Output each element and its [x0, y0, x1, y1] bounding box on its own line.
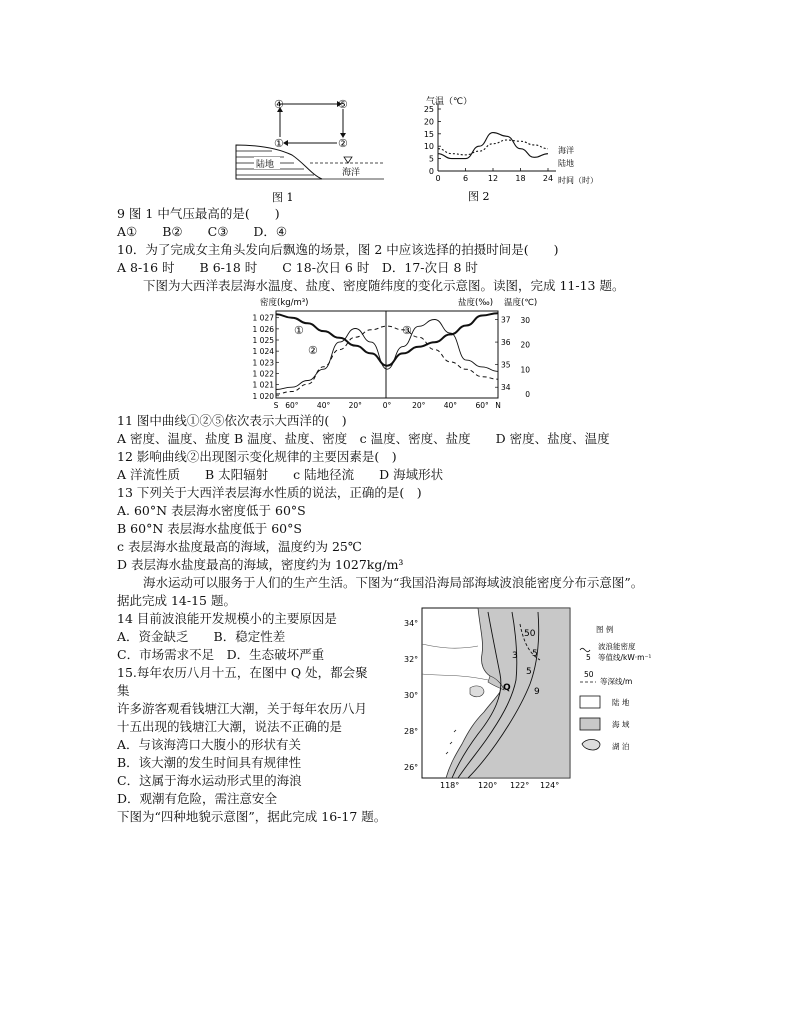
temperature-tick-label: 0 — [525, 390, 530, 399]
salinity-axis-label: 盐度(‰) — [458, 298, 494, 308]
lon-tick-120: 120° — [478, 781, 498, 790]
density-tick-label: 1 020 — [252, 391, 274, 401]
lat-tick-32: 32° — [404, 655, 419, 664]
latitude-tick-label: 40° — [316, 401, 331, 410]
curve-label-1: ① — [294, 324, 304, 337]
latitude-tick-label: 60° — [475, 401, 489, 410]
lat-tick-34: 34° — [404, 619, 419, 628]
q13-option-a: A. 60°N 表层海水密度低于 60°S — [117, 503, 306, 518]
intro-16-17: 下图为“四种地貌示意图”，据此完成 16-17 题。 — [117, 809, 387, 824]
density-tick-label: 1 022 — [252, 369, 274, 379]
curve-label-2: ② — [308, 344, 318, 357]
intro-14-15-a: 海水运动可以服务于人们的生产生活。下图为“我国沿海局部海域波浪能密度分布示意图”。 — [143, 575, 644, 590]
legend-title: 图 例 — [596, 625, 614, 634]
q10-options: A 8-16 时 B 6-18 时 C 18-次日 6 时 D．17-次日 8 时 — [117, 260, 478, 275]
lon-tick-124: 124° — [540, 781, 560, 790]
density-axis-label: 密度(kg/m³) — [260, 298, 309, 308]
figure-1-diagram — [232, 95, 392, 207]
legend-sample-50: 50 — [584, 670, 594, 679]
iso-label-3: 3 — [512, 651, 518, 661]
legend-land: 陆 地 — [612, 698, 630, 707]
figure-1-caption: 图 1 — [272, 191, 294, 204]
salinity-tick-label: 37 — [501, 315, 511, 325]
q12-options: A 洋流性质 B 太阳辐射 c 陆地径流 D 海域形状 — [117, 467, 444, 482]
latitude-tick-label: 20° — [348, 401, 362, 410]
intro-14-15-b: 据此完成 14-15 题。 — [117, 593, 236, 608]
fig2-xtick-label: 24 — [542, 174, 554, 183]
circle-2: ② — [338, 137, 348, 150]
legend-land-swatch — [580, 696, 600, 708]
latitude-tick-label: 60° — [285, 401, 299, 410]
fig2-xlabel: 时间（时） — [558, 176, 598, 185]
temperature-tick-label: 30 — [520, 315, 530, 325]
curve-label-3: ③ — [402, 324, 412, 337]
lat-tick-26: 26° — [404, 763, 419, 772]
intro-11-13: 下图为大西洋表层海水温度、盐度、密度随纬度的变化示意图。读图，完成 11-13 题。 — [143, 278, 625, 293]
q15-option-d: D．观潮有危险，需注意安全 — [117, 791, 278, 806]
temperature-tick-label: 10 — [520, 365, 530, 375]
q9-options: A① B② C③ D．④ — [117, 224, 288, 239]
atlantic-series-line — [276, 313, 498, 366]
q14-options-cd: C．市场需求不足 D．生态破坏严重 — [117, 647, 325, 662]
latitude-tick-label: 0° — [382, 401, 392, 410]
fig2-series-ocean: 海洋 — [558, 146, 574, 155]
lon-tick-122: 122° — [510, 781, 530, 790]
land-label: 陆地 — [256, 160, 275, 170]
q15-option-b: B．该大潮的发生时间具有规律性 — [117, 755, 302, 770]
latitude-tick-label: 40° — [443, 401, 458, 410]
fig2-xtick-label: 6 — [462, 174, 469, 183]
fig2-xtick-label: 18 — [515, 174, 526, 183]
fig2-axes — [424, 103, 556, 183]
legend-lake-swatch — [582, 740, 600, 751]
fig2-series-land: 陆地 — [558, 159, 574, 168]
lat-tick-28: 28° — [404, 727, 419, 736]
fig2-ytick-label: 25 — [423, 105, 434, 114]
latitude-tick-label: S — [273, 401, 279, 410]
legend-wave: 波浪能密度 — [598, 642, 636, 651]
legend-lake: 湖 泊 — [612, 742, 630, 751]
fig2-ytick-label: 0 — [428, 167, 434, 176]
circle-4: ④ — [274, 98, 284, 111]
q14-text: 14 目前波浪能开发规模小的主要原因是 — [117, 611, 337, 626]
density-tick-label: 1 025 — [252, 336, 274, 345]
fig2-xtick-label: 0 — [435, 174, 441, 183]
q11-text: 11 图中曲线①②⑤依次表示大西洋的( ) — [117, 413, 347, 428]
fig2-ytick-label: 5 — [428, 154, 434, 164]
q13-option-c: c 表层海水盐度最高的海域，温度约为 25℃ — [117, 539, 362, 554]
latitude-tick-label: 20° — [412, 401, 426, 410]
q13-option-b: B 60°N 表层海水盐度低于 60°S — [117, 521, 302, 536]
fig2-series-line — [438, 140, 548, 155]
iso-label-5b: 5 — [532, 649, 538, 659]
q15-option-a: A．与该海湾口大腹小的形状有关 — [117, 737, 302, 752]
wave-energy-map — [400, 604, 715, 794]
iso-label-5a: 5 — [526, 667, 532, 677]
fig2-ytick-label: 10 — [423, 142, 434, 152]
figure-2-chart — [408, 92, 608, 207]
density-tick-label: 1 024 — [252, 347, 274, 357]
legend-depth: 等深线/m — [600, 677, 633, 686]
atlantic-property-chart — [240, 294, 570, 414]
lon-tick-118: 118° — [440, 781, 460, 790]
q15-text-2: 集 — [117, 683, 130, 698]
temperature-tick-label: 20 — [520, 340, 530, 350]
q9-text: 9 图 1 中气压最高的是( ) — [117, 206, 280, 221]
q15-text-1: 15.每年农历八月十五，在图中 Q 处，都会聚 — [117, 665, 368, 680]
fig2-series-line — [438, 133, 548, 159]
map-legend — [580, 624, 651, 751]
salinity-tick-label: 36 — [501, 338, 511, 348]
latitude-tick-label: N — [495, 401, 501, 410]
fig2-ytick-label: 15 — [423, 129, 434, 139]
circle-1: ① — [274, 137, 284, 150]
iso-label-9: 9 — [534, 687, 540, 697]
ocean-label: 海洋 — [342, 168, 361, 178]
legend-sea-swatch — [580, 718, 600, 730]
q15-text-4: 十五出现的钱塘江大潮，说法不正确的是 — [117, 719, 343, 734]
fig2-xtick-label: 12 — [487, 174, 499, 183]
circle-5: ⑤ — [338, 98, 348, 111]
q10-text: 10．为了完成女主角头发向后飘逸的场景，图 2 中应该选择的拍摄时间是( ) — [117, 242, 559, 257]
q15-option-c: C．这属于海水运动形式里的海浪 — [117, 773, 302, 788]
legend-wave-unit: 等值线/kW·m⁻¹ — [598, 653, 652, 662]
lake — [470, 686, 484, 697]
iso-label-50: 50 — [524, 629, 536, 639]
q13-text: 13 下列关于大西洋表层海水性质的说法，正确的是( ) — [117, 485, 422, 500]
fig2-ytick-label: 20 — [423, 117, 434, 127]
salinity-tick-label: 35 — [501, 360, 511, 370]
density-tick-label: 1 027 — [252, 313, 274, 323]
temperature-axis-label: 温度(℃) — [504, 298, 538, 308]
q14-options-ab: A．资金缺乏 B．稳定性差 — [117, 629, 286, 644]
density-tick-label: 1 021 — [252, 380, 274, 390]
q11-options: A 密度、温度、盐度 B 温度、盐度、密度 c 温度、密度、盐度 D 密度、盐度、温度 — [117, 431, 610, 446]
legend-sample-5: 5 — [586, 653, 591, 662]
location-q: Q — [503, 683, 511, 693]
density-tick-label: 1 026 — [252, 324, 274, 334]
density-tick-label: 1 023 — [252, 358, 274, 368]
legend-sea: 海 域 — [612, 720, 630, 729]
fig2-ylabel: 气温（℃） — [426, 97, 473, 107]
q15-text-3: 许多游客观看钱塘江大潮，关于每年农历八月 — [117, 701, 368, 716]
q12-text: 12 影响曲线②出现图示变化规律的主要因素是( ) — [117, 449, 397, 464]
figure-2-caption: 图 2 — [468, 190, 490, 203]
salinity-tick-label: 34 — [501, 383, 511, 393]
lat-tick-30: 30° — [404, 691, 419, 700]
q13-option-d: D 表层海水盐度最高的海域，密度约为 1027kg/m³ — [117, 557, 404, 572]
